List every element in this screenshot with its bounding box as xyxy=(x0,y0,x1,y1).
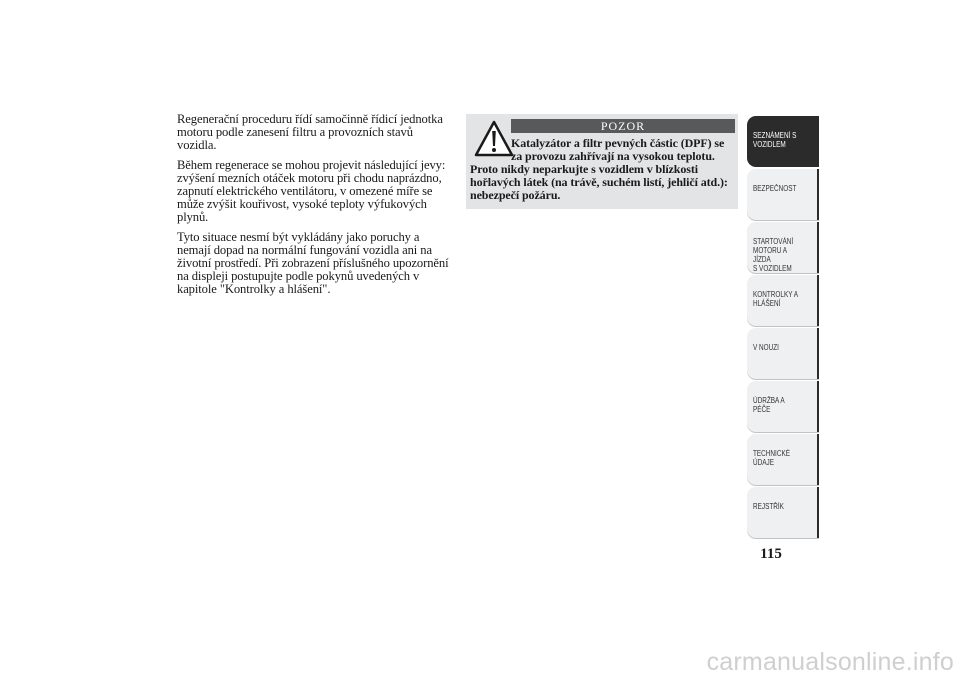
warning-text-line-1: Katalyzátor a filtr pevných částic (DPF) se xyxy=(511,136,725,150)
tab-label: ÚDRŽBA A PÉČE xyxy=(753,396,785,414)
body-text-column xyxy=(177,113,455,303)
paragraph-1: Regenerační proceduru řídí samočinně řídicí jednotka motoru podle zanesení filtru a provozních stavů vozidla. xyxy=(177,112,443,153)
tab-seznameni-s-vozidlem[interactable] xyxy=(747,116,819,167)
warning-box xyxy=(466,114,738,209)
watermark: carmanualsonline.info xyxy=(706,648,954,676)
tab-v-nouzi[interactable] xyxy=(747,328,819,379)
tab-kontrolky[interactable] xyxy=(747,275,819,326)
tab-label: SEZNÁMENÍ S VOZIDLEM xyxy=(753,131,797,149)
warning-text-rest: Proto nikdy neparkujte s vozidlem v blízkosti hořlavých látek (na trávě, suchém listí, jehličí atd.): nebezpečí požáru. xyxy=(470,162,728,202)
warning-title: POZOR xyxy=(511,119,735,133)
tab-label: REJSTŘÍK xyxy=(753,502,784,511)
tab-startovani[interactable] xyxy=(747,222,819,273)
page-number: 115 xyxy=(760,546,782,562)
tab-label: BEZPEČNOST xyxy=(753,184,797,193)
tab-bezpecnost[interactable] xyxy=(747,169,819,220)
tab-udrzba[interactable] xyxy=(747,381,819,432)
paragraph-2: Během regenerace se mohou projevit následující jevy: zvýšení mezních otáček motoru při chodu naprázdno, zapnutí elektrického ventilátoru, v omezené míře se může zvýšit kouřivost, vysoké teploty výfukových plynů. xyxy=(177,157,446,225)
tab-label: TECHNICKÉ ÚDAJE xyxy=(753,449,790,467)
paragraph-3: Tyto situace nesmí být vykládány jako poruchy a nemají dopad na normální fungování vozidla ani na životní prostředí. Při zobrazení příslušného upozornění na displeji postupujte podle pokynů uvedených v kapitole "Kontrolky a hlášení". xyxy=(177,229,449,297)
warning-text xyxy=(470,137,734,202)
tab-label: STARTOVÁNÍ MOTORU A JÍZDA S VOZIDLEM xyxy=(753,237,794,273)
tab-rejstrik[interactable] xyxy=(747,487,819,538)
tab-label: KONTROLKY A HLÁŠENÍ xyxy=(753,290,799,308)
tab-technicke-udaje[interactable] xyxy=(747,434,819,485)
chapter-sidebar xyxy=(747,116,819,540)
warning-text-line-2: za provozu zahřívají na vysokou teplotu. xyxy=(511,149,715,163)
tab-label: V NOUZI xyxy=(753,343,779,352)
